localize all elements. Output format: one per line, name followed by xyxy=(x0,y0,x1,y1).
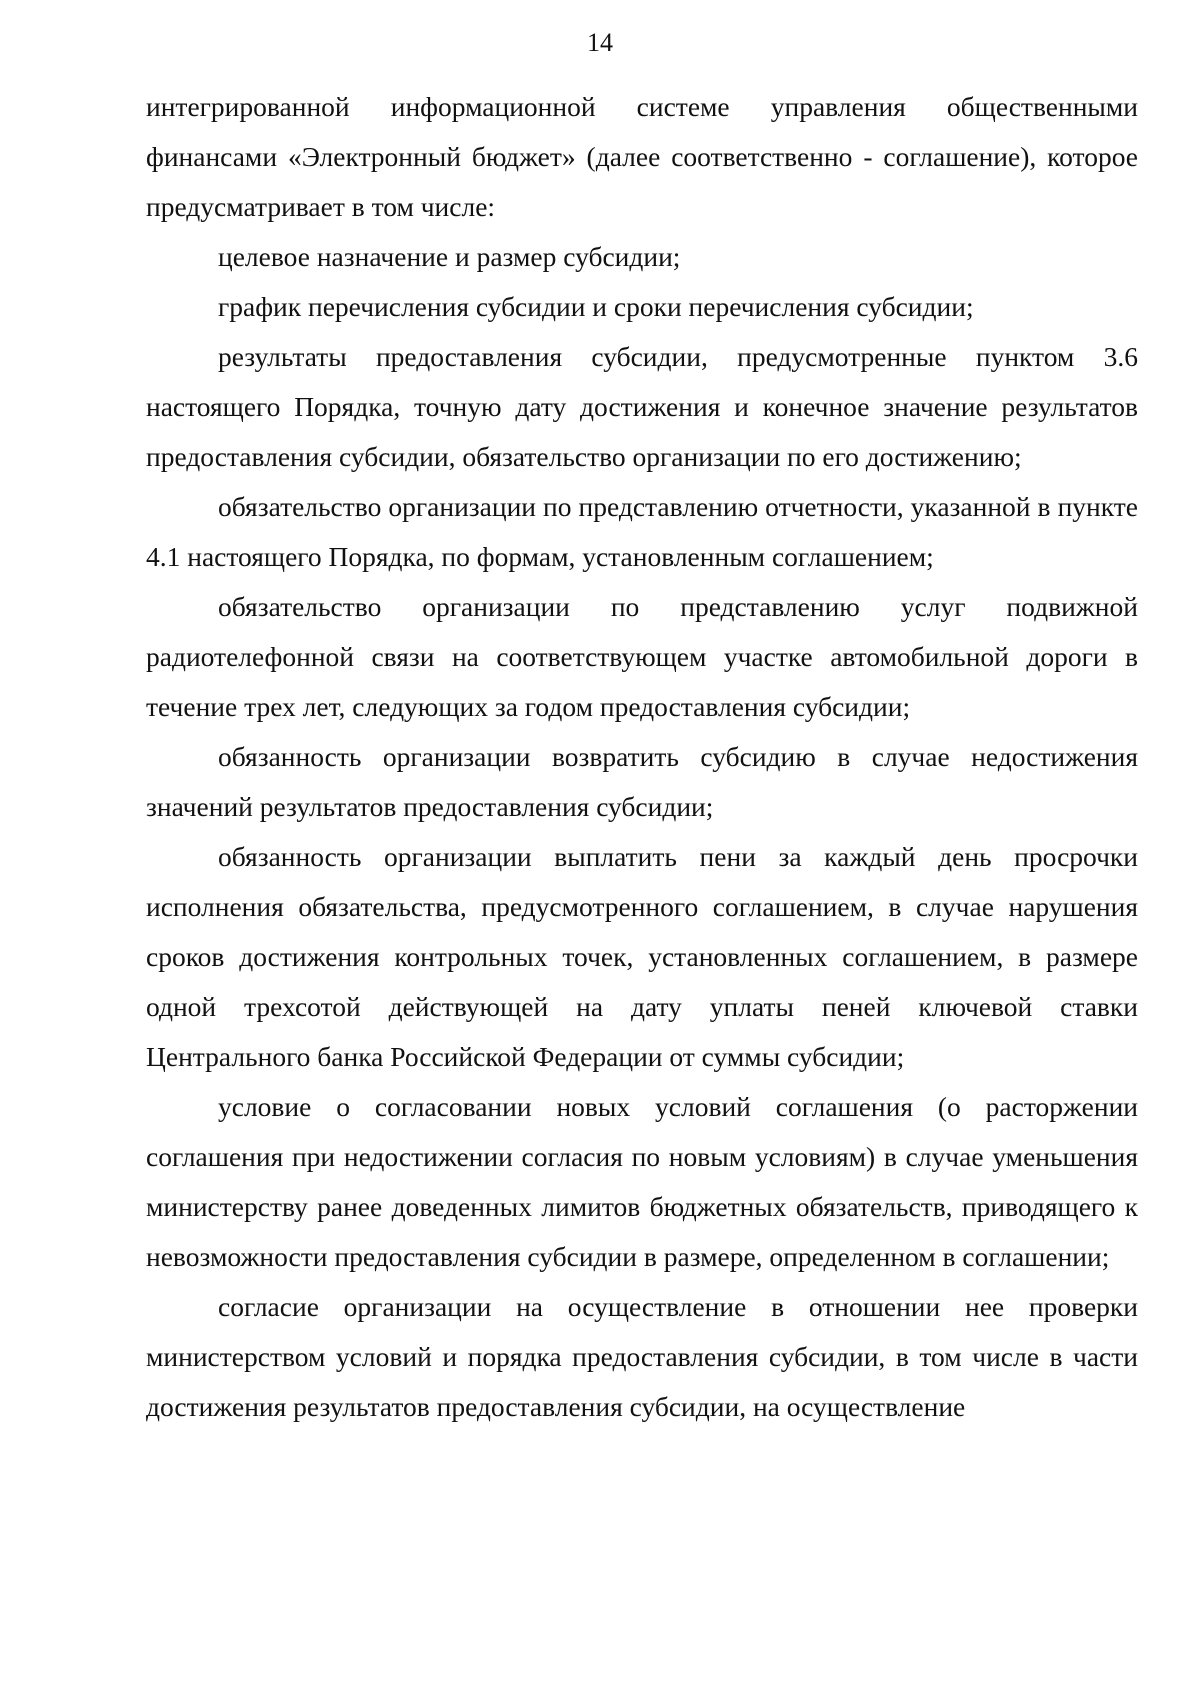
page-number: 14 xyxy=(587,28,613,57)
paragraph-target-purpose: целевое назначение и размер субсидии; xyxy=(218,241,681,272)
paragraph-results: результаты предоставления субсидии, предусмотренные пунктом 3.6 настоящего Порядка, точную дату достижения и конечное значение результатов предоставления субсидии, обязательство организации по его достижению; xyxy=(146,341,1138,472)
paragraph-inspection-consent: согласие организации на осуществление в отношении нее проверки министерством условий и порядка предоставления субсидии, в том числе в части достижения результатов предоставления субсидии, на осуществление xyxy=(146,1291,1138,1422)
paragraph-continuation: интегрированной информационной системе управления общественными финансами «Электронный бюджет» (далее соответственно - соглашение), которое предусматривает в том числе: xyxy=(146,91,1138,222)
paragraph-mobile-service-obligation: обязательство организации по представлению услуг подвижной радиотелефонной связи на соответствующем участке автомобильной дороги в течение трех лет, следующих за годом предоставления субсидии; xyxy=(146,591,1138,722)
paragraph-penalty-duty: обязанность организации выплатить пени за каждый день просрочки исполнения обязательства, предусмотренного соглашением, в случае нарушения сроков достижения контрольных точек, установленных соглашением, в размере одной трехсотой действующей на дату уплаты пеней ключевой ставки Центрального банка Российской Федерации от суммы субсидии; xyxy=(146,841,1138,1072)
paragraph-transfer-schedule: график перечисления субсидии и сроки перечисления субсидии; xyxy=(218,291,974,322)
paragraph-reporting-obligation: обязательство организации по представлению отчетности, указанной в пункте 4.1 настоящего Порядка, по формам, установленным соглашением; xyxy=(146,491,1138,572)
document-body xyxy=(146,82,1138,1432)
paragraph-refund-duty: обязанность организации возвратить субсидию в случае недостижения значений результатов предоставления субсидии; xyxy=(146,741,1138,822)
paragraph-new-terms-condition: условие о согласовании новых условий соглашения (о расторжении соглашения при недостижении согласия по новым условиям) в случае уменьшения министерству ранее доведенных лимитов бюджетных обязательств, приводящего к невозможности предоставления субсидии в размере, определенном в соглашении; xyxy=(146,1091,1138,1272)
